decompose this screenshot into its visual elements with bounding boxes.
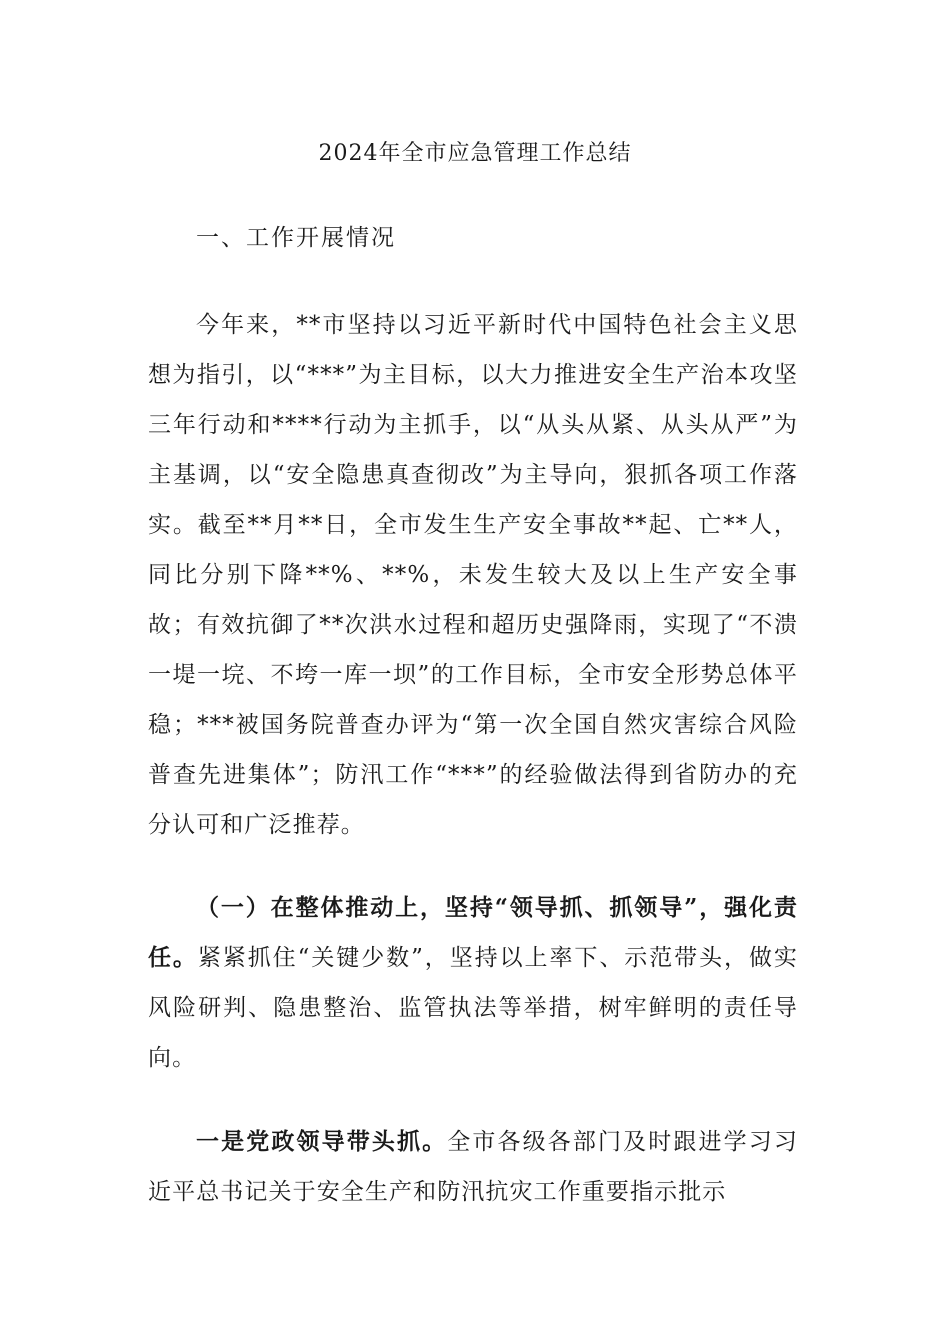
paragraph-overview [148, 300, 798, 850]
paragraph-text: 今年来，**市坚持以习近平新时代中国特色社会主义思想为指引，以“***”为主目标，以大力推进安全生产治本攻坚三年行动和****行动为主抓手，以“从头从紧、从头从严”为主基调，以“安全隐患真查彻改”为主导向，狠抓各项工作落实。截至**月**日，全市发生生产安全事故**起、亡**人，同比分别下降**%、**%，未发生较大及以上生产安全事故；有效抗御了**次洪水过程和超历史强降雨，实现了“不溃一堤一垸、不垮一库一坝”的工作目标，全市安全形势总体平稳；***被国务院普查办评为“第一次全国自然灾害综合风险普查先进集体”；防汛工作“***”的经验做法得到省防办的充分认可和广泛推荐。 [148, 312, 798, 838]
paragraph-lead: （一）在整体推动上，坚持“领导抓、抓领导”，强化责任。 [148, 894, 798, 971]
paragraph-responsibility [148, 883, 798, 1083]
paragraph-lead: 一是党政领导带头抓。 [196, 1128, 448, 1155]
paragraph-text: 紧紧抓住“关键少数”，坚持以上率下、示范带头，做实风险研判、隐患整治、监管执法等举措，树牢鲜明的责任导向。 [148, 945, 798, 1071]
paragraph-text: 全市各级各部门及时跟进学习习近平总书记关于安全生产和防汛抗灾工作重要指示批示 [148, 1129, 799, 1205]
document-title: 2024年全市应急管理工作总结 [318, 141, 632, 166]
paragraph-leadership [148, 1117, 798, 1217]
section-heading: 一、工作开展情况 [196, 225, 396, 251]
